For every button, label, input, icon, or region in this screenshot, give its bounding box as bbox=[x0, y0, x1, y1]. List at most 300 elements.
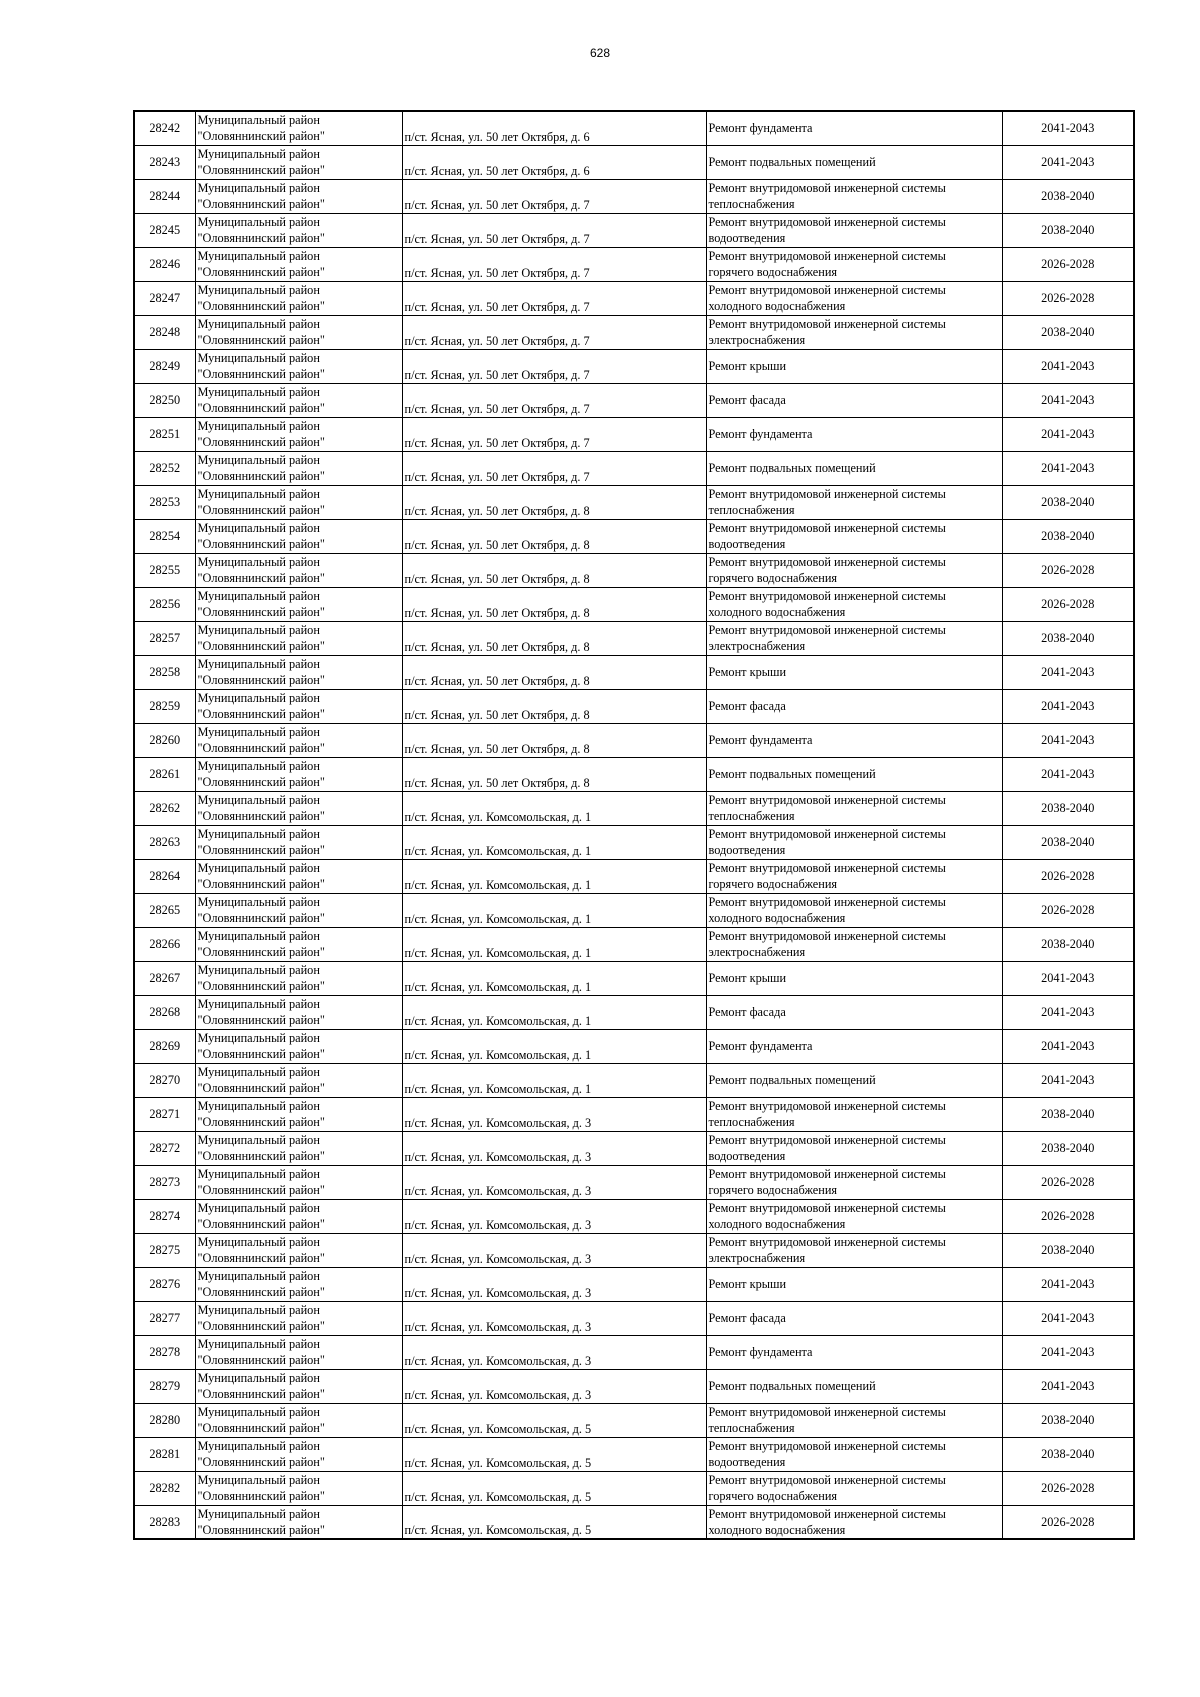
municipality-cell bbox=[195, 893, 402, 927]
municipality-line: Муниципальный район bbox=[197, 622, 320, 637]
work-type-line: Ремонт фундамента bbox=[708, 1345, 813, 1359]
address-cell: п/ст. Ясная, ул. Комсомольская, д. 3 bbox=[402, 1165, 706, 1199]
period-cell: 2026-2028 bbox=[1002, 859, 1134, 893]
municipality-cell bbox=[195, 145, 402, 179]
row-number-cell: 28283 bbox=[134, 1505, 195, 1539]
address-cell: п/ст. Ясная, ул. 50 лет Октября, д. 8 bbox=[402, 757, 706, 791]
row-number-cell: 28247 bbox=[134, 281, 195, 315]
municipality-cell bbox=[195, 111, 402, 145]
work-type-cell bbox=[706, 961, 1002, 995]
municipality-cell bbox=[195, 995, 402, 1029]
municipality-line: Муниципальный район bbox=[197, 996, 320, 1011]
work-type-cell bbox=[706, 757, 1002, 791]
municipality-line: Муниципальный район bbox=[197, 1030, 320, 1045]
row-number-cell: 28250 bbox=[134, 383, 195, 417]
row-number-cell: 28265 bbox=[134, 893, 195, 927]
table-row bbox=[134, 179, 1134, 213]
municipality-line: Муниципальный район bbox=[197, 894, 320, 909]
table-row bbox=[134, 485, 1134, 519]
period-cell: 2026-2028 bbox=[1002, 553, 1134, 587]
municipality-line: Муниципальный район bbox=[197, 1132, 320, 1147]
work-type-cell bbox=[706, 1131, 1002, 1165]
work-type-cell bbox=[706, 1471, 1002, 1505]
work-type-cell bbox=[706, 995, 1002, 1029]
table-row bbox=[134, 1301, 1134, 1335]
municipality-cell bbox=[195, 1471, 402, 1505]
row-number-cell: 28256 bbox=[134, 587, 195, 621]
work-type-line: Ремонт подвальных помещений bbox=[708, 461, 876, 475]
municipality-line: Муниципальный район bbox=[197, 1506, 320, 1521]
period-cell: 2038-2040 bbox=[1002, 1403, 1134, 1437]
table-row bbox=[134, 349, 1134, 383]
address-cell: п/ст. Ясная, ул. Комсомольская, д. 1 bbox=[402, 927, 706, 961]
municipality-line: Муниципальный район bbox=[197, 1098, 320, 1113]
municipality-line: Муниципальный район bbox=[197, 248, 320, 263]
municipality-cell bbox=[195, 383, 402, 417]
work-type-line: Ремонт подвальных помещений bbox=[708, 155, 876, 169]
table-row bbox=[134, 655, 1134, 689]
period-cell: 2038-2040 bbox=[1002, 315, 1134, 349]
work-type-cell bbox=[706, 383, 1002, 417]
work-type-line: Ремонт крыши bbox=[708, 359, 787, 373]
municipality-line: Муниципальный район bbox=[197, 146, 320, 161]
work-type-cell bbox=[706, 1301, 1002, 1335]
municipality-cell bbox=[195, 179, 402, 213]
municipality-cell bbox=[195, 927, 402, 961]
municipality-line: Муниципальный район bbox=[197, 1234, 320, 1249]
period-cell: 2038-2040 bbox=[1002, 825, 1134, 859]
row-number-cell: 28243 bbox=[134, 145, 195, 179]
row-number-cell: 28255 bbox=[134, 553, 195, 587]
address-cell: п/ст. Ясная, ул. 50 лет Октября, д. 7 bbox=[402, 417, 706, 451]
work-type-line: водоотведения bbox=[708, 843, 786, 857]
work-type-line: холодного водоснабжения bbox=[708, 1217, 846, 1231]
work-type-cell bbox=[706, 893, 1002, 927]
work-type-cell bbox=[706, 1335, 1002, 1369]
municipality-cell bbox=[195, 655, 402, 689]
municipality-line: "Оловяннинский район" bbox=[197, 502, 325, 517]
municipality-cell bbox=[195, 1267, 402, 1301]
municipality-line: Муниципальный район bbox=[197, 588, 320, 603]
period-cell: 2038-2040 bbox=[1002, 1131, 1134, 1165]
municipality-line: Муниципальный район bbox=[197, 486, 320, 501]
municipality-line: "Оловяннинский район" bbox=[197, 978, 325, 993]
period-cell: 2038-2040 bbox=[1002, 927, 1134, 961]
municipality-cell bbox=[195, 451, 402, 485]
table-row bbox=[134, 995, 1134, 1029]
period-cell: 2041-2043 bbox=[1002, 1063, 1134, 1097]
row-number-cell: 28277 bbox=[134, 1301, 195, 1335]
municipality-line: "Оловяннинский район" bbox=[197, 1420, 325, 1435]
municipality-cell bbox=[195, 1301, 402, 1335]
address-cell: п/ст. Ясная, ул. 50 лет Октября, д. 7 bbox=[402, 383, 706, 417]
period-cell: 2026-2028 bbox=[1002, 247, 1134, 281]
municipality-cell bbox=[195, 825, 402, 859]
address-cell: п/ст. Ясная, ул. Комсомольская, д. 1 bbox=[402, 791, 706, 825]
municipality-line: "Оловяннинский район" bbox=[197, 1352, 325, 1367]
work-type-line: Ремонт внутридомовой инженерной системы bbox=[708, 1201, 946, 1215]
work-type-line: Ремонт внутридомовой инженерной системы bbox=[708, 1506, 946, 1521]
municipality-line: "Оловяннинский район" bbox=[197, 434, 325, 449]
table-row bbox=[134, 791, 1134, 825]
municipality-cell bbox=[195, 1131, 402, 1165]
municipality-line: Муниципальный район bbox=[197, 418, 320, 433]
address-cell: п/ст. Ясная, ул. Комсомольская, д. 1 bbox=[402, 961, 706, 995]
address-cell: п/ст. Ясная, ул. 50 лет Октября, д. 8 bbox=[402, 621, 706, 655]
work-type-line: Ремонт подвальных помещений bbox=[708, 767, 876, 781]
municipality-line: "Оловяннинский район" bbox=[197, 1080, 325, 1095]
municipality-cell bbox=[195, 281, 402, 315]
municipality-cell bbox=[195, 1029, 402, 1063]
table-row bbox=[134, 1335, 1134, 1369]
address-cell: п/ст. Ясная, ул. 50 лет Октября, д. 8 bbox=[402, 723, 706, 757]
address-cell: п/ст. Ясная, ул. 50 лет Октября, д. 7 bbox=[402, 349, 706, 383]
municipality-line: "Оловяннинский район" bbox=[197, 842, 325, 857]
row-number-cell: 28276 bbox=[134, 1267, 195, 1301]
period-cell: 2026-2028 bbox=[1002, 1199, 1134, 1233]
work-type-cell bbox=[706, 723, 1002, 757]
work-type-line: Ремонт подвальных помещений bbox=[708, 1073, 876, 1087]
municipality-line: Муниципальный район bbox=[197, 962, 320, 977]
municipality-line: "Оловяннинский район" bbox=[197, 468, 325, 483]
work-type-cell bbox=[706, 655, 1002, 689]
row-number-cell: 28267 bbox=[134, 961, 195, 995]
table-row bbox=[134, 757, 1134, 791]
municipality-line: Муниципальный район bbox=[197, 1268, 320, 1283]
work-type-cell bbox=[706, 519, 1002, 553]
work-type-line: Ремонт внутридомовой инженерной системы bbox=[708, 1405, 946, 1419]
work-type-line: Ремонт внутридомовой инженерной системы bbox=[708, 317, 946, 331]
repair-schedule-table bbox=[133, 110, 1135, 1540]
period-cell: 2038-2040 bbox=[1002, 1233, 1134, 1267]
address-cell: п/ст. Ясная, ул. Комсомольская, д. 5 bbox=[402, 1403, 706, 1437]
row-number-cell: 28273 bbox=[134, 1165, 195, 1199]
address-cell: п/ст. Ясная, ул. Комсомольская, д. 1 bbox=[402, 995, 706, 1029]
municipality-cell bbox=[195, 349, 402, 383]
work-type-line: Ремонт внутридомовой инженерной системы bbox=[708, 1473, 946, 1487]
period-cell: 2026-2028 bbox=[1002, 893, 1134, 927]
table-row bbox=[134, 961, 1134, 995]
table-row bbox=[134, 315, 1134, 349]
municipality-line: "Оловяннинский район" bbox=[197, 1522, 325, 1537]
period-cell: 2041-2043 bbox=[1002, 757, 1134, 791]
municipality-cell bbox=[195, 213, 402, 247]
table-row bbox=[134, 1063, 1134, 1097]
municipality-line: "Оловяннинский район" bbox=[197, 638, 325, 653]
municipality-line: Муниципальный район bbox=[197, 928, 320, 943]
table-row bbox=[134, 927, 1134, 961]
work-type-line: Ремонт крыши bbox=[708, 971, 787, 985]
period-cell: 2041-2043 bbox=[1002, 689, 1134, 723]
address-cell: п/ст. Ясная, ул. Комсомольская, д. 1 bbox=[402, 859, 706, 893]
period-cell: 2038-2040 bbox=[1002, 621, 1134, 655]
period-cell: 2041-2043 bbox=[1002, 111, 1134, 145]
municipality-line: Муниципальный район bbox=[197, 656, 320, 671]
work-type-line: электроснабжения bbox=[708, 333, 806, 347]
table-row bbox=[134, 111, 1134, 145]
period-cell: 2041-2043 bbox=[1002, 961, 1134, 995]
municipality-cell bbox=[195, 1199, 402, 1233]
table-row bbox=[134, 247, 1134, 281]
work-type-cell bbox=[706, 145, 1002, 179]
period-cell: 2041-2043 bbox=[1002, 451, 1134, 485]
work-type-line: Ремонт внутридомовой инженерной системы bbox=[708, 895, 946, 909]
table-row bbox=[134, 1505, 1134, 1539]
municipality-cell bbox=[195, 1165, 402, 1199]
table-row bbox=[134, 893, 1134, 927]
work-type-cell bbox=[706, 1369, 1002, 1403]
municipality-line: Муниципальный район bbox=[197, 860, 320, 875]
municipality-cell bbox=[195, 791, 402, 825]
work-type-cell bbox=[706, 247, 1002, 281]
work-type-line: Ремонт внутридомовой инженерной системы bbox=[708, 215, 946, 229]
period-cell: 2041-2043 bbox=[1002, 1301, 1134, 1335]
work-type-line: Ремонт внутридомовой инженерной системы bbox=[708, 521, 946, 535]
table-row bbox=[134, 1165, 1134, 1199]
municipality-line: "Оловяннинский район" bbox=[197, 1148, 325, 1163]
row-number-cell: 28248 bbox=[134, 315, 195, 349]
work-type-cell bbox=[706, 179, 1002, 213]
municipality-cell bbox=[195, 1437, 402, 1471]
work-type-cell bbox=[706, 1199, 1002, 1233]
work-type-line: Ремонт подвальных помещений bbox=[708, 1379, 876, 1393]
municipality-cell bbox=[195, 315, 402, 349]
work-type-cell bbox=[706, 1437, 1002, 1471]
address-cell: п/ст. Ясная, ул. 50 лет Октября, д. 7 bbox=[402, 247, 706, 281]
row-number-cell: 28252 bbox=[134, 451, 195, 485]
municipality-line: Муниципальный район bbox=[197, 282, 320, 297]
table-row bbox=[134, 553, 1134, 587]
municipality-line: "Оловяннинский район" bbox=[197, 1488, 325, 1503]
address-cell: п/ст. Ясная, ул. Комсомольская, д. 1 bbox=[402, 825, 706, 859]
period-cell: 2026-2028 bbox=[1002, 1505, 1134, 1539]
address-cell: п/ст. Ясная, ул. 50 лет Октября, д. 6 bbox=[402, 145, 706, 179]
municipality-line: Муниципальный район bbox=[197, 1370, 320, 1385]
work-type-cell bbox=[706, 485, 1002, 519]
table-row bbox=[134, 1233, 1134, 1267]
work-type-line: холодного водоснабжения bbox=[708, 299, 846, 313]
work-type-line: Ремонт внутридомовой инженерной системы bbox=[708, 1099, 946, 1113]
municipality-line: Муниципальный район bbox=[197, 1166, 320, 1181]
work-type-cell bbox=[706, 315, 1002, 349]
municipality-cell bbox=[195, 757, 402, 791]
period-cell: 2026-2028 bbox=[1002, 1165, 1134, 1199]
work-type-line: Ремонт внутридомовой инженерной системы bbox=[708, 1133, 946, 1147]
municipality-line: Муниципальный район bbox=[197, 520, 320, 535]
period-cell: 2038-2040 bbox=[1002, 1437, 1134, 1471]
row-number-cell: 28275 bbox=[134, 1233, 195, 1267]
work-type-cell bbox=[706, 791, 1002, 825]
table-row bbox=[134, 1437, 1134, 1471]
address-cell: п/ст. Ясная, ул. Комсомольская, д. 3 bbox=[402, 1267, 706, 1301]
work-type-line: Ремонт внутридомовой инженерной системы bbox=[708, 1167, 946, 1181]
work-type-cell bbox=[706, 553, 1002, 587]
work-type-line: Ремонт внутридомовой инженерной системы bbox=[708, 555, 946, 569]
municipality-cell bbox=[195, 689, 402, 723]
municipality-cell bbox=[195, 1063, 402, 1097]
period-cell: 2041-2043 bbox=[1002, 145, 1134, 179]
work-type-line: электроснабжения bbox=[708, 639, 806, 653]
municipality-line: "Оловяннинский район" bbox=[197, 740, 325, 755]
municipality-line: "Оловяннинский район" bbox=[197, 604, 325, 619]
work-type-cell bbox=[706, 1165, 1002, 1199]
row-number-cell: 28246 bbox=[134, 247, 195, 281]
table-row bbox=[134, 213, 1134, 247]
address-cell: п/ст. Ясная, ул. 50 лет Октября, д. 8 bbox=[402, 485, 706, 519]
work-type-line: горячего водоснабжения bbox=[708, 1489, 838, 1503]
municipality-line: Муниципальный район bbox=[197, 1404, 320, 1419]
row-number-cell: 28266 bbox=[134, 927, 195, 961]
work-type-cell bbox=[706, 349, 1002, 383]
work-type-cell bbox=[706, 621, 1002, 655]
municipality-line: Муниципальный район bbox=[197, 1438, 320, 1453]
work-type-line: горячего водоснабжения bbox=[708, 571, 838, 585]
work-type-line: водоотведения bbox=[708, 537, 786, 551]
row-number-cell: 28281 bbox=[134, 1437, 195, 1471]
period-cell: 2041-2043 bbox=[1002, 383, 1134, 417]
work-type-cell bbox=[706, 1063, 1002, 1097]
row-number-cell: 28261 bbox=[134, 757, 195, 791]
table-row bbox=[134, 587, 1134, 621]
work-type-line: горячего водоснабжения bbox=[708, 1183, 838, 1197]
work-type-line: Ремонт внутридомовой инженерной системы bbox=[708, 283, 946, 297]
table-row bbox=[134, 1471, 1134, 1505]
address-cell: п/ст. Ясная, ул. 50 лет Октября, д. 8 bbox=[402, 655, 706, 689]
municipality-line: "Оловяннинский район" bbox=[197, 400, 325, 415]
municipality-cell bbox=[195, 1369, 402, 1403]
work-type-line: Ремонт внутридомовой инженерной системы bbox=[708, 623, 946, 637]
table-row bbox=[134, 1369, 1134, 1403]
period-cell: 2038-2040 bbox=[1002, 213, 1134, 247]
table-row bbox=[134, 859, 1134, 893]
row-number-cell: 28254 bbox=[134, 519, 195, 553]
work-type-line: Ремонт внутридомовой инженерной системы bbox=[708, 181, 946, 195]
municipality-cell bbox=[195, 553, 402, 587]
row-number-cell: 28279 bbox=[134, 1369, 195, 1403]
address-cell: п/ст. Ясная, ул. 50 лет Октября, д. 8 bbox=[402, 519, 706, 553]
work-type-cell bbox=[706, 689, 1002, 723]
municipality-cell bbox=[195, 621, 402, 655]
municipality-line: "Оловяннинский район" bbox=[197, 570, 325, 585]
municipality-cell bbox=[195, 519, 402, 553]
municipality-line: Муниципальный район bbox=[197, 690, 320, 705]
work-type-cell bbox=[706, 1267, 1002, 1301]
period-cell: 2038-2040 bbox=[1002, 179, 1134, 213]
period-cell: 2038-2040 bbox=[1002, 519, 1134, 553]
table-row bbox=[134, 1199, 1134, 1233]
table-row bbox=[134, 689, 1134, 723]
work-type-line: Ремонт внутридомовой инженерной системы bbox=[708, 1439, 946, 1453]
work-type-line: Ремонт внутридомовой инженерной системы bbox=[708, 487, 946, 501]
municipality-line: "Оловяннинский район" bbox=[197, 706, 325, 721]
municipality-line: Муниципальный район bbox=[197, 826, 320, 841]
period-cell: 2026-2028 bbox=[1002, 281, 1134, 315]
work-type-cell bbox=[706, 213, 1002, 247]
address-cell: п/ст. Ясная, ул. Комсомольская, д. 3 bbox=[402, 1199, 706, 1233]
municipality-line: "Оловяннинский район" bbox=[197, 876, 325, 891]
table-body bbox=[134, 111, 1134, 1539]
address-cell: п/ст. Ясная, ул. 50 лет Октября, д. 7 bbox=[402, 451, 706, 485]
work-type-line: Ремонт фасада bbox=[708, 1005, 786, 1019]
row-number-cell: 28249 bbox=[134, 349, 195, 383]
municipality-line: Муниципальный район bbox=[197, 1472, 320, 1487]
municipality-line: Муниципальный район bbox=[197, 214, 320, 229]
work-type-line: водоотведения bbox=[708, 231, 786, 245]
table-row bbox=[134, 1403, 1134, 1437]
work-type-cell bbox=[706, 1029, 1002, 1063]
municipality-line: Муниципальный район bbox=[197, 350, 320, 365]
work-type-line: Ремонт фасада bbox=[708, 1311, 786, 1325]
address-cell: п/ст. Ясная, ул. 50 лет Октября, д. 8 bbox=[402, 553, 706, 587]
address-cell: п/ст. Ясная, ул. 50 лет Октября, д. 7 bbox=[402, 179, 706, 213]
table-row bbox=[134, 383, 1134, 417]
work-type-line: теплоснабжения bbox=[708, 809, 795, 823]
period-cell: 2026-2028 bbox=[1002, 587, 1134, 621]
work-type-line: горячего водоснабжения bbox=[708, 877, 838, 891]
municipality-line: "Оловяннинский район" bbox=[197, 1454, 325, 1469]
municipality-line: "Оловяннинский район" bbox=[197, 264, 325, 279]
municipality-cell bbox=[195, 587, 402, 621]
work-type-cell bbox=[706, 111, 1002, 145]
municipality-line: "Оловяннинский район" bbox=[197, 366, 325, 381]
row-number-cell: 28269 bbox=[134, 1029, 195, 1063]
municipality-line: "Оловяннинский район" bbox=[197, 1216, 325, 1231]
period-cell: 2038-2040 bbox=[1002, 1097, 1134, 1131]
work-type-line: Ремонт фундамента bbox=[708, 1039, 813, 1053]
municipality-line: "Оловяннинский район" bbox=[197, 910, 325, 925]
table-row bbox=[134, 1267, 1134, 1301]
address-cell: п/ст. Ясная, ул. Комсомольская, д. 3 bbox=[402, 1233, 706, 1267]
period-cell: 2041-2043 bbox=[1002, 1335, 1134, 1369]
row-number-cell: 28271 bbox=[134, 1097, 195, 1131]
address-cell: п/ст. Ясная, ул. 50 лет Октября, д. 7 bbox=[402, 281, 706, 315]
municipality-cell bbox=[195, 961, 402, 995]
municipality-cell bbox=[195, 1505, 402, 1539]
address-cell: п/ст. Ясная, ул. Комсомольская, д. 1 bbox=[402, 1063, 706, 1097]
address-cell: п/ст. Ясная, ул. Комсомольская, д. 3 bbox=[402, 1097, 706, 1131]
work-type-cell bbox=[706, 451, 1002, 485]
municipality-cell bbox=[195, 1233, 402, 1267]
municipality-line: "Оловяннинский район" bbox=[197, 230, 325, 245]
row-number-cell: 28262 bbox=[134, 791, 195, 825]
municipality-line: Муниципальный район bbox=[197, 180, 320, 195]
period-cell: 2041-2043 bbox=[1002, 349, 1134, 383]
work-type-line: Ремонт внутридомовой инженерной системы bbox=[708, 589, 946, 603]
work-type-line: Ремонт внутридомовой инженерной системы bbox=[708, 861, 946, 875]
address-cell: п/ст. Ясная, ул. Комсомольская, д. 1 bbox=[402, 1029, 706, 1063]
address-cell: п/ст. Ясная, ул. Комсомольская, д. 3 bbox=[402, 1301, 706, 1335]
municipality-line: "Оловяннинский район" bbox=[197, 1318, 325, 1333]
municipality-line: "Оловяннинский район" bbox=[197, 298, 325, 313]
municipality-line: "Оловяннинский район" bbox=[197, 1114, 325, 1129]
municipality-line: Муниципальный район bbox=[197, 1302, 320, 1317]
row-number-cell: 28259 bbox=[134, 689, 195, 723]
address-cell: п/ст. Ясная, ул. 50 лет Октября, д. 6 bbox=[402, 111, 706, 145]
work-type-line: теплоснабжения bbox=[708, 503, 795, 517]
municipality-line: "Оловяннинский район" bbox=[197, 1284, 325, 1299]
period-cell: 2041-2043 bbox=[1002, 1267, 1134, 1301]
work-type-line: Ремонт фасада bbox=[708, 699, 786, 713]
table-row bbox=[134, 825, 1134, 859]
municipality-line: Муниципальный район bbox=[197, 384, 320, 399]
work-type-line: Ремонт внутридомовой инженерной системы bbox=[708, 1235, 946, 1249]
municipality-cell bbox=[195, 1403, 402, 1437]
address-cell: п/ст. Ясная, ул. Комсомольская, д. 3 bbox=[402, 1369, 706, 1403]
address-cell: п/ст. Ясная, ул. Комсомольская, д. 1 bbox=[402, 893, 706, 927]
row-number-cell: 28274 bbox=[134, 1199, 195, 1233]
work-type-cell bbox=[706, 859, 1002, 893]
municipality-cell bbox=[195, 417, 402, 451]
